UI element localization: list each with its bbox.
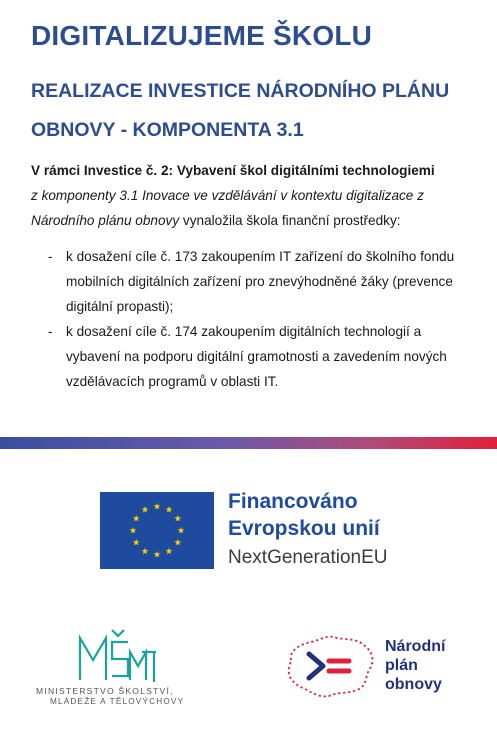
eu-flag-icon (100, 492, 214, 569)
npo-line-3: obnovy (385, 676, 442, 693)
eu-funding-text (228, 488, 387, 572)
color-stripe (0, 437, 497, 449)
msmt-logo-icon (76, 626, 158, 684)
goals-list (48, 244, 468, 394)
list-dash: - (48, 324, 53, 339)
eu-line-1: Financováno (228, 490, 358, 513)
msmt-name-line-1: MINISTERSTVO ŠKOLSTVÍ, (36, 686, 174, 696)
intro-bold: V rámci Investice č. 2: Vybavení škol digitálními technologiemi (31, 163, 435, 178)
msmt-name-line-2: MLÁDEŽE A TĚLOVÝCHOVY (50, 697, 185, 706)
list-item-text: k dosažení cíle č. 173 zakoupením IT zařízení do školního fondu mobilních digitálních zařízení pro znevýhodněné žáky (prevence digitální propasti); (66, 249, 455, 314)
list-item-text: k dosažení cíle č. 174 zakoupením digitálních technologií a vybavení na podporu digitální gramotnosti a zavedením nových vzdělávacích programů v oblasti IT. (66, 324, 447, 389)
list-item (48, 319, 468, 394)
eu-line-2: Evropskou unií (228, 517, 380, 540)
npo-line-2: plán (385, 657, 418, 674)
npo-logo-icon (283, 630, 379, 700)
list-dash: - (48, 249, 53, 264)
intro-italic: z komponenty 3.1 Inovace ve vzdělávání v kontextu digitalizace z Národního plánu obnovy (31, 188, 424, 228)
npo-text (385, 637, 445, 694)
eu-line-3: NextGenerationEU (228, 547, 388, 568)
page-subtitle: REALIZACE INVESTICE NÁRODNÍHO PLÁNU OBNOVY - KOMPONENTA 3.1 (31, 80, 450, 141)
npo-line-1: Národní (385, 638, 446, 655)
intro-normal: vynaložila škola finanční prostředky: (179, 213, 401, 228)
page-title: DIGITALIZUJEME ŠKOLU (31, 20, 373, 51)
list-item (48, 244, 468, 319)
intro-paragraph (31, 158, 481, 233)
